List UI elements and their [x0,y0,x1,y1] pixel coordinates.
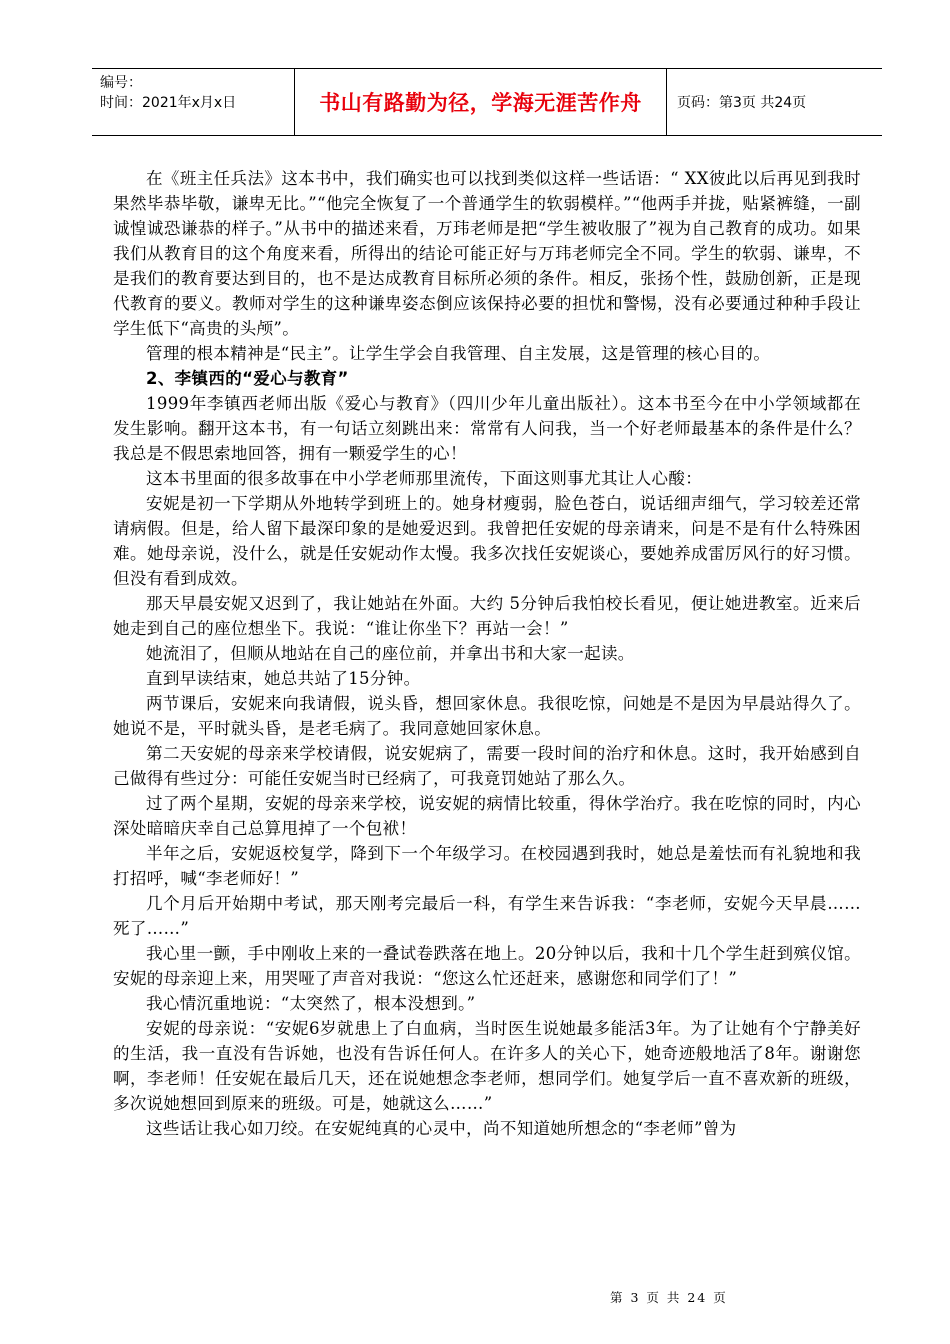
paragraph: 安妮是初一下学期从外地转学到班上的。她身材瘦弱，脸色苍白，说话细声细气，学习较差还常请病假。但是，给人留下最深印象的是她爱迟到。我曾把任安妮的母亲请来，问是不是有什么特殊困难。她母亲说，没什么，就是任安妮动作太慢。我多次找任安妮谈心，要她养成雷厉风行的好习惯。但没有看到成效。 [113,494,861,588]
paragraph: 半年之后，安妮返校复学，降到下一个年级学习。在校园遇到我时，她总是羞怯而有礼貌地和我打招呼，喊“李老师好！” [113,844,861,888]
header-page-label: 页码：第3页 共24页 [677,95,807,111]
time-label: 时间：2021年x月x日 [100,95,237,111]
number-label: 编号： [100,75,142,91]
paragraph: 几个月后开始期中考试，那天刚考完最后一科，有学生来告诉我：“李老师，安妮今天早晨……死了……” [113,894,861,938]
paragraph: 在《班主任兵法》这本书中，我们确实也可以找到类似这样一些话语：“ XX彼此以后再见到我时果然毕恭毕敬，谦卑无比。”“他完全恢复了一个普通学生的软弱模样。”“他两手并拢，贴紧裤缝，一副诚惶诚恐谦恭的样子。”从书中的描述来看，万玮老师是把“学生被收服了”视为自己教育的成功。如果我们从教育目的这个角度来看，所得出的结论可能正好与万玮老师完全不同。学生的软弱、谦卑，不是我们的教育要达到目的，也不是达成教育目标所必须的条件。相反，张扬个性，鼓励创新，正是现代教育的要义。教师对学生的这种谦卑姿态倒应该保持必要的担忧和警惕，没有必要通过种种手段让学生低下“高贵的头颅”。 [113,169,861,338]
paragraph: 过了两个星期，安妮的母亲来学校，说安妮的病情比较重，得休学治疗。我在吃惊的同时，内心深处暗暗庆幸自己总算甩掉了一个包袱！ [113,794,861,838]
header-motto: 书山有路勤为径，学海无涯苦作舟 [294,69,667,135]
paragraph: 直到早读结束，她总共站了15分钟。 [146,669,421,688]
paragraph: 那天早晨安妮又迟到了，我让她站在外面。大约 5分钟后我怕校长看见，便让她进教室。近来后她走到自己的座位想坐下。我说：“谁让你坐下？再站一会！” [113,594,861,638]
paragraph: 我心里一颤，手中刚收上来的一叠试卷跌落在地上。20分钟以后，我和十几个学生赶到殡仪馆。安妮的母亲迎上来，用哭哑了声音对我说：“您这么忙还赶来，感谢您和同学们了！” [113,944,861,988]
header-meta [92,69,294,135]
paragraph: 安妮的母亲说：“安妮6岁就患上了白血病，当时医生说她最多能活3年。为了让她有个宁静美好的生活，我一直没有告诉她，也没有告诉任何人。在许多人的关心下，她奇迹般地活了8年。谢谢您啊，李老师！任安妮在最后几天，还在说她想念李老师，想同学们。她复学后一直不喜欢新的班级，多次说她想回到原来的班级。可是，她就这么……” [113,1019,861,1113]
document-body [113,166,861,1141]
section-heading: 2、李镇西的“爱心与教育” [146,369,349,388]
paragraph: 第二天安妮的母亲来学校请假，说安妮病了，需要一段时间的治疗和休息。这时，我开始感到自己做得有些过分：可能任安妮当时已经病了，可我竟罚她站了那么久。 [113,744,861,788]
paragraph: 这本书里面的很多故事在中小学老师那里流传，下面这则事尤其让人心酸： [146,469,703,488]
page-header [92,68,882,136]
paragraph: 管理的根本精神是“民主”。让学生学会自我管理、自主发展，这是管理的核心目的。 [146,344,771,363]
paragraph: 这些话让我心如刀绞。在安妮纯真的心灵中，尚不知道她所想念的“李老师”曾为 [146,1119,737,1138]
paragraph: 两节课后，安妮来向我请假，说头昏，想回家休息。我很吃惊，问她是不是因为早晨站得久了。她说不是，平时就头昏，是老毛病了。我同意她回家休息。 [113,694,861,738]
page-footer: 第 3 页 共 24 页 [610,1290,728,1305]
paragraph: 她流泪了，但顺从地站在自己的座位前，并拿出书和大家一起读。 [146,644,635,663]
paragraph: 我心情沉重地说：“太突然了，根本没想到。” [146,994,476,1013]
paragraph: 1999年李镇西老师出版《爱心与教育》（四川少年儿童出版社）。这本书至今在中小学领域都在发生影响。翻开这本书，有一句话立刻跳出来：常常有人问我，当一个好老师最基本的条件是什么？我总是不假思索地回答，拥有一颗爱学生的心！ [113,394,861,463]
